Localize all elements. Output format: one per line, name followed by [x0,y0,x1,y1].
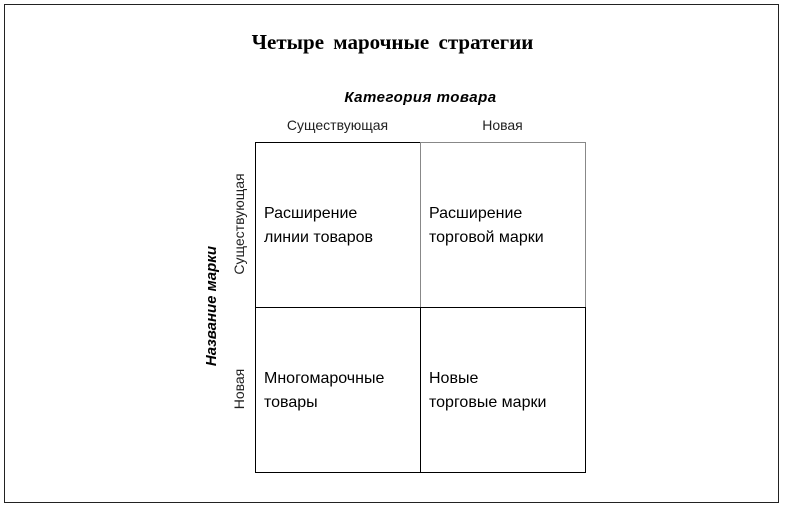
column-axis-title: Категория товара [344,89,497,106]
matrix-cell-line-extension [255,142,421,308]
cell-label: Многомарочные товары [264,370,385,411]
cell-label: Новые торговые марки [429,370,547,411]
cell-label: Расширение торговой марки [429,205,544,246]
row-header-existing: Существующая [231,173,247,275]
row-axis-title: Название марки [203,245,220,367]
matrix-cell-multibrands [255,307,421,473]
matrix-cell-new-brands [420,307,586,473]
cell-label: Расширение линии товаров [264,205,373,246]
column-header-new: Новая [482,117,523,133]
column-header-existing: Существующая [286,117,389,133]
row-header-new: Новая [231,368,247,410]
matrix-cell-brand-extension [420,142,586,308]
diagram-title: Четыре марочные стратегии [251,30,534,54]
